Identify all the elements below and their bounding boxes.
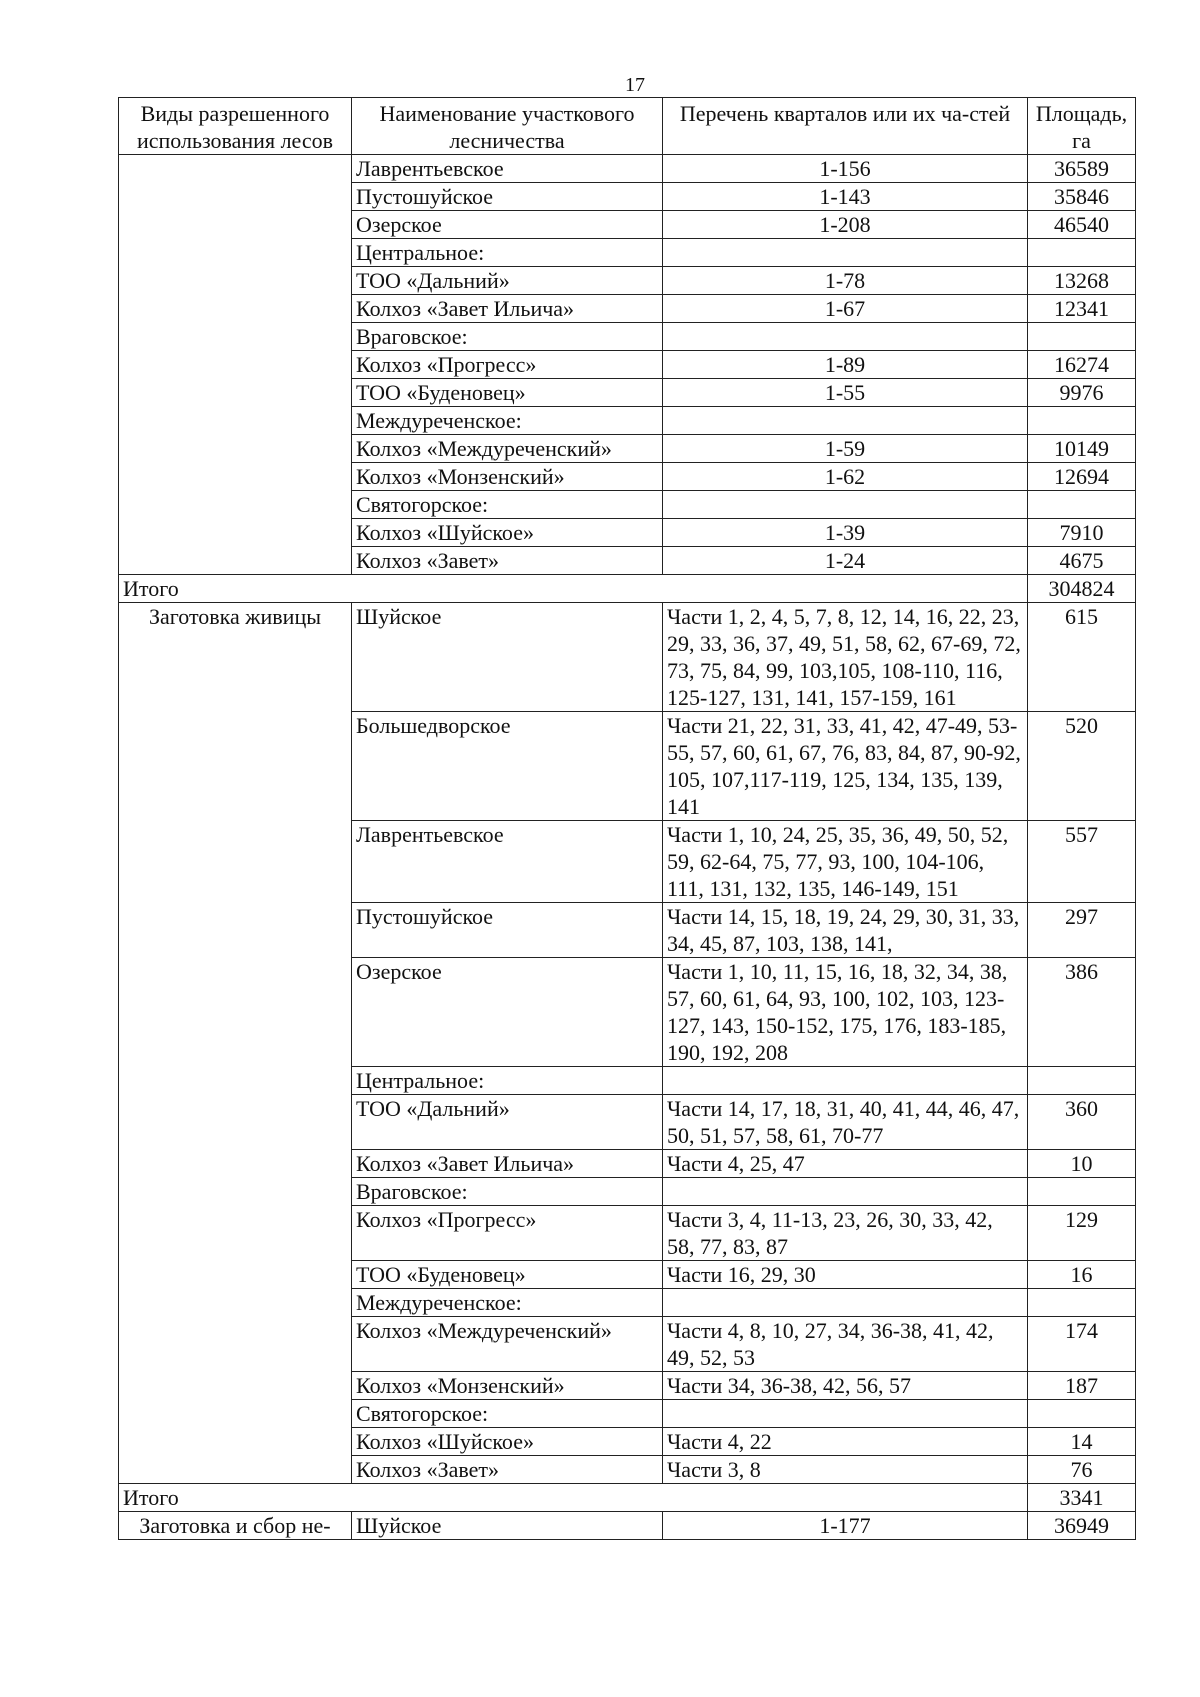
area-cell: 16	[1028, 1261, 1136, 1289]
area-cell: 187	[1028, 1372, 1136, 1400]
forest-use-table	[118, 97, 1136, 1540]
area-cell: 386	[1028, 958, 1136, 1067]
forestry-cell: Шуйское	[352, 1512, 663, 1540]
area-cell: 10	[1028, 1150, 1136, 1178]
table-row	[119, 155, 1136, 183]
area-cell	[1028, 407, 1136, 435]
forestry-cell: Враговское:	[352, 323, 663, 351]
area-cell: 297	[1028, 903, 1136, 958]
area-cell: 615	[1028, 603, 1136, 712]
quarters-cell: Части 16, 29, 30	[663, 1261, 1028, 1289]
forestry-cell: Святогорское:	[352, 1400, 663, 1428]
forestry-cell: Озерское	[352, 211, 663, 239]
area-cell	[1028, 239, 1136, 267]
forestry-cell: Колхоз «Междуреченский»	[352, 1317, 663, 1372]
area-cell	[1028, 1400, 1136, 1428]
table-row	[119, 603, 1136, 712]
forestry-cell: Колхоз «Завет»	[352, 1456, 663, 1484]
header-kind: Виды разрешенного использования лесов	[119, 98, 352, 155]
area-cell	[1028, 491, 1136, 519]
total-label: Итого	[119, 575, 1028, 603]
header-area: Площадь, га	[1028, 98, 1136, 155]
area-cell: 129	[1028, 1206, 1136, 1261]
area-cell: 4675	[1028, 547, 1136, 575]
quarters-cell	[663, 323, 1028, 351]
forestry-cell: Шуйское	[352, 603, 663, 712]
quarters-cell	[663, 1289, 1028, 1317]
quarters-cell	[663, 491, 1028, 519]
area-cell: 35846	[1028, 183, 1136, 211]
forestry-cell: Колхоз «Междуреченский»	[352, 435, 663, 463]
forestry-cell: Пустошуйское	[352, 903, 663, 958]
area-cell: 557	[1028, 821, 1136, 903]
area-cell: 36589	[1028, 155, 1136, 183]
forestry-cell: Пустошуйское	[352, 183, 663, 211]
forestry-cell: Центральное:	[352, 239, 663, 267]
header-forestry: Наименование участкового лесничества	[352, 98, 663, 155]
quarters-cell: Части 14, 17, 18, 31, 40, 41, 44, 46, 47, 50, 51, 57, 58, 61, 70-77	[663, 1095, 1028, 1150]
quarters-cell	[663, 1400, 1028, 1428]
forestry-cell: Колхоз «Прогресс»	[352, 351, 663, 379]
kind-cell: Заготовка живицы	[119, 603, 352, 1484]
forestry-cell: Святогорское:	[352, 491, 663, 519]
area-cell: 360	[1028, 1095, 1136, 1150]
quarters-cell: Части 4, 8, 10, 27, 34, 36-38, 41, 42, 49, 52, 53	[663, 1317, 1028, 1372]
quarters-cell: 1-62	[663, 463, 1028, 491]
total-value: 3341	[1028, 1484, 1136, 1512]
header-quarters: Перечень кварталов или их ча-стей	[663, 98, 1028, 155]
quarters-cell: Части 4, 25, 47	[663, 1150, 1028, 1178]
forestry-cell: Колхоз «Прогресс»	[352, 1206, 663, 1261]
area-cell: 12694	[1028, 463, 1136, 491]
kind-cell	[119, 155, 352, 575]
forestry-cell: Междуреченское:	[352, 407, 663, 435]
quarters-cell: Части 1, 2, 4, 5, 7, 8, 12, 14, 16, 22, 23, 29, 33, 36, 37, 49, 51, 58, 62, 67-69, 72, 73, 75, 84, 99, 103,105, 108-110, 116, 125-127, 131, 141, 157-159, 161	[663, 603, 1028, 712]
forestry-cell: Большедворское	[352, 712, 663, 821]
quarters-cell: Части 3, 4, 11-13, 23, 26, 30, 33, 42, 58, 77, 83, 87	[663, 1206, 1028, 1261]
forestry-cell: Колхоз «Завет»	[352, 547, 663, 575]
forestry-cell: ТОО «Дальний»	[352, 1095, 663, 1150]
area-cell: 76	[1028, 1456, 1136, 1484]
area-cell: 14	[1028, 1428, 1136, 1456]
quarters-cell: Части 1, 10, 24, 25, 35, 36, 49, 50, 52, 59, 62-64, 75, 77, 93, 100, 104-106, 111, 131, 132, 135, 146-149, 151	[663, 821, 1028, 903]
area-cell: 9976	[1028, 379, 1136, 407]
forestry-cell: Лаврентьевское	[352, 155, 663, 183]
total-row	[119, 575, 1136, 603]
forestry-cell: Колхоз «Шуйское»	[352, 519, 663, 547]
quarters-cell: Части 14, 15, 18, 19, 24, 29, 30, 31, 33, 34, 45, 87, 103, 138, 141,	[663, 903, 1028, 958]
quarters-cell: 1-156	[663, 155, 1028, 183]
total-row	[119, 1484, 1136, 1512]
area-cell: 36949	[1028, 1512, 1136, 1540]
area-cell: 10149	[1028, 435, 1136, 463]
total-label: Итого	[119, 1484, 1028, 1512]
area-cell: 174	[1028, 1317, 1136, 1372]
quarters-cell: 1-143	[663, 183, 1028, 211]
table-body	[119, 155, 1136, 1540]
quarters-cell: 1-67	[663, 295, 1028, 323]
quarters-cell: 1-39	[663, 519, 1028, 547]
table-row	[119, 1512, 1136, 1540]
quarters-cell: 1-89	[663, 351, 1028, 379]
forestry-cell: ТОО «Дальний»	[352, 267, 663, 295]
quarters-cell: Части 21, 22, 31, 33, 41, 42, 47-49, 53-55, 57, 60, 61, 67, 76, 83, 84, 87, 90-92, 105, 107,117-119, 125, 134, 135, 139, 141	[663, 712, 1028, 821]
forestry-cell: ТОО «Буденовец»	[352, 379, 663, 407]
forestry-cell: Междуреченское:	[352, 1289, 663, 1317]
forestry-cell: Враговское:	[352, 1178, 663, 1206]
forestry-cell: Колхоз «Монзенский»	[352, 1372, 663, 1400]
area-cell	[1028, 1289, 1136, 1317]
forestry-cell: Колхоз «Шуйское»	[352, 1428, 663, 1456]
forestry-cell: Колхоз «Завет Ильича»	[352, 1150, 663, 1178]
area-cell	[1028, 1178, 1136, 1206]
forestry-cell: ТОО «Буденовец»	[352, 1261, 663, 1289]
area-cell: 13268	[1028, 267, 1136, 295]
area-cell: 7910	[1028, 519, 1136, 547]
forestry-cell: Центральное:	[352, 1067, 663, 1095]
forestry-cell: Колхоз «Завет Ильича»	[352, 295, 663, 323]
quarters-cell: 1-59	[663, 435, 1028, 463]
quarters-cell: 1-24	[663, 547, 1028, 575]
total-value: 304824	[1028, 575, 1136, 603]
forestry-cell: Колхоз «Монзенский»	[352, 463, 663, 491]
quarters-cell: 1-55	[663, 379, 1028, 407]
quarters-cell: Части 1, 10, 11, 15, 16, 18, 32, 34, 38, 57, 60, 61, 64, 93, 100, 102, 103, 123-127, 143, 150-152, 175, 176, 183-185, 190, 192, 208	[663, 958, 1028, 1067]
area-cell: 16274	[1028, 351, 1136, 379]
area-cell	[1028, 323, 1136, 351]
area-cell: 46540	[1028, 211, 1136, 239]
quarters-cell	[663, 1067, 1028, 1095]
table-header-row	[119, 98, 1136, 155]
forestry-cell: Лаврентьевское	[352, 821, 663, 903]
quarters-cell: 1-78	[663, 267, 1028, 295]
area-cell: 12341	[1028, 295, 1136, 323]
quarters-cell: 1-177	[663, 1512, 1028, 1540]
quarters-cell: Части 34, 36-38, 42, 56, 57	[663, 1372, 1028, 1400]
kind-cell: Заготовка и сбор не-	[119, 1512, 352, 1540]
quarters-cell: 1-208	[663, 211, 1028, 239]
quarters-cell: Части 4, 22	[663, 1428, 1028, 1456]
quarters-cell	[663, 1178, 1028, 1206]
forestry-cell: Озерское	[352, 958, 663, 1067]
page-number: 17	[625, 74, 645, 96]
area-cell	[1028, 1067, 1136, 1095]
quarters-cell	[663, 239, 1028, 267]
area-cell: 520	[1028, 712, 1136, 821]
quarters-cell	[663, 407, 1028, 435]
quarters-cell: Части 3, 8	[663, 1456, 1028, 1484]
